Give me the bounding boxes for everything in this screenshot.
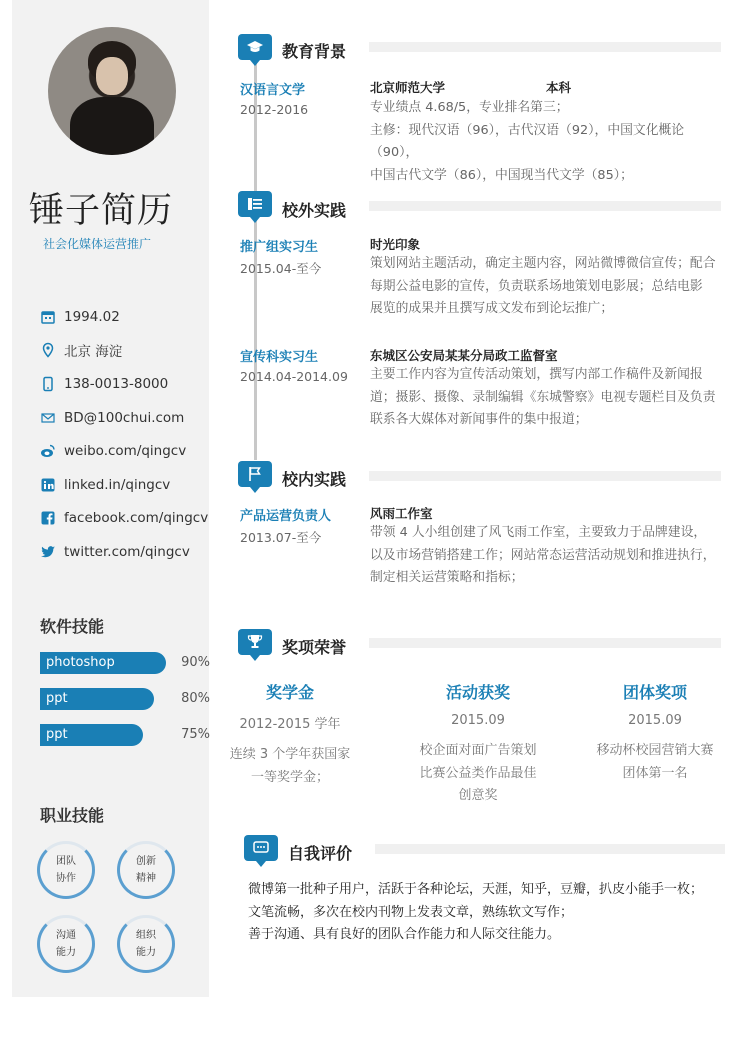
organization-name: 风雨工作室 <box>370 506 433 521</box>
skill-row <box>40 652 210 674</box>
detail-line: 以及市场营销搭建工作；网站常态运营活动规划和推进执行， <box>370 547 716 563</box>
section-title-external: 校外实践 <box>282 201 347 220</box>
contact-birthdate <box>40 300 208 334</box>
skill-ring-label: 沟通 <box>56 930 76 941</box>
calendar-icon <box>40 309 56 325</box>
twitter-icon <box>40 544 56 560</box>
detail-line: 制定相关运营策略和指标； <box>370 570 524 585</box>
career-skills-heading: 职业技能 <box>40 806 105 825</box>
contact-text: 北京 海淀 <box>64 344 123 361</box>
award-date: 2015.09 <box>628 713 682 728</box>
skill-row <box>40 724 210 746</box>
award-date: 2012-2015 学年 <box>239 717 341 732</box>
award-title: 活动获奖 <box>445 683 510 702</box>
award-line: 创意奖 <box>458 788 498 803</box>
education-major: 汉语言文学 <box>240 83 306 98</box>
location-pin-icon <box>40 342 56 358</box>
detail-line: 微博第一批种子用户，活跃于各种论坛，天涯，知乎，豆瓣，扒皮小能手一枚； <box>248 882 704 897</box>
id-card-icon <box>246 195 264 213</box>
skill-ring-label: 精神 <box>136 873 156 884</box>
organization-name: 东城区公安局某某分局政工监督室 <box>370 348 558 363</box>
skill-ring <box>117 915 175 973</box>
graduation-cap-icon <box>246 38 264 56</box>
job-title: 社会化媒体运营推广 <box>43 237 152 251</box>
skill-bar: ppt <box>40 688 154 710</box>
linkedin-icon <box>40 477 56 493</box>
resume-name: 锤子简历 <box>29 191 174 231</box>
role-date: 2013.07-至今 <box>240 530 322 545</box>
contact-list <box>40 300 208 569</box>
role-date: 2015.04-至今 <box>240 261 322 276</box>
contact-text: facebook.com/qingcv <box>64 510 209 527</box>
skill-ring <box>37 841 95 899</box>
detail-line: 文笔流畅，多次在校内刊物上发表文章，熟练软文写作； <box>248 904 574 920</box>
award-line: 移动杯校园营销大赛 <box>596 743 714 758</box>
detail-line: 道；摄影、摄像、录制编辑《东城警察》电视专题栏目及负责 <box>370 389 716 405</box>
contact-phone <box>40 367 208 401</box>
award-item <box>585 680 725 785</box>
role-title: 产品运营负责人 <box>240 509 332 524</box>
detail-line: 中国古代文学（86），中国现当代文学（85）； <box>370 167 633 183</box>
detail-line: 展览的成果并且撰写成文发布到论坛推广； <box>370 301 614 316</box>
section-icon-campus <box>238 461 272 487</box>
section-icon-awards <box>238 629 272 655</box>
contact-text: linked.in/qingcv <box>64 476 171 493</box>
award-line: 连续 3 个学年获国家 <box>229 747 351 762</box>
skill-percent: 90% <box>181 655 210 670</box>
self-evaluation-text <box>248 879 728 947</box>
contact-email[interactable] <box>40 401 208 435</box>
weibo-icon <box>40 443 56 459</box>
award-description <box>220 744 360 789</box>
skill-ring-label: 能力 <box>56 947 76 958</box>
detail-line: 主要工作内容为宣传活动策划，撰写内部工作稿件及新闻报 <box>370 367 703 382</box>
award-item <box>408 680 548 808</box>
skill-percent: 75% <box>181 727 210 742</box>
contact-text: twitter.com/qingcv <box>64 543 190 560</box>
skill-ring <box>117 841 175 899</box>
contact-text: 1994.02 <box>64 308 120 325</box>
profile-photo <box>48 27 176 155</box>
detail-line: 善于沟通、具有良好的团队合作能力和人际交往能力。 <box>248 927 561 942</box>
education-details <box>370 97 720 187</box>
section-title-campus: 校内实践 <box>282 470 347 489</box>
section-title-education: 教育背景 <box>282 42 347 61</box>
chat-bubble-icon <box>252 839 270 857</box>
role-title: 宣传科实习生 <box>240 350 319 365</box>
skill-percent: 80% <box>181 691 210 706</box>
section-icon-self <box>244 835 278 861</box>
award-line: 一等奖学金； <box>250 769 329 785</box>
contact-weibo[interactable] <box>40 434 208 468</box>
skill-ring <box>37 915 95 973</box>
school-name: 北京师范大学 <box>370 80 446 95</box>
skill-ring-label: 团队 <box>56 856 76 867</box>
skill-bar: ppt <box>40 724 143 746</box>
detail-line: 专业绩点 4.68/5，专业排名第三； <box>370 100 569 115</box>
software-skills-heading: 软件技能 <box>40 617 105 636</box>
email-icon <box>40 410 56 426</box>
flag-icon <box>246 465 264 483</box>
contact-linkedin[interactable] <box>40 468 208 502</box>
organization-name: 时光印象 <box>370 237 421 252</box>
section-icon-education <box>238 34 272 60</box>
contact-text: weibo.com/qingcv <box>64 443 187 460</box>
award-line: 比赛公益类作品最佳 <box>419 765 537 781</box>
skill-row <box>40 688 210 710</box>
contact-text: 138-0013-8000 <box>64 375 169 392</box>
trophy-icon <box>246 633 264 651</box>
award-description <box>585 740 725 785</box>
detail-line: 联系各大媒体对新闻事件的集中报道； <box>370 412 588 427</box>
section-divider <box>369 638 721 648</box>
role-description <box>370 364 720 432</box>
role-description <box>370 522 720 590</box>
role-description <box>370 253 720 321</box>
contact-twitter[interactable] <box>40 535 208 569</box>
education-date: 2012-2016 <box>240 102 309 117</box>
award-title: 团体奖项 <box>622 683 687 702</box>
skill-ring-label: 组织 <box>136 930 156 941</box>
skill-ring-label: 协作 <box>56 873 76 884</box>
role-title: 推广组实习生 <box>240 240 319 255</box>
degree: 本科 <box>546 80 572 95</box>
section-title-awards: 奖项荣誉 <box>282 638 347 657</box>
skill-ring-label: 能力 <box>136 947 156 958</box>
award-title: 奖学金 <box>265 683 314 702</box>
contact-facebook[interactable] <box>40 502 208 536</box>
section-divider <box>369 471 721 481</box>
detail-line: 策划网站主题活动，确定主题内容，网站微博微信宣传；配合 <box>370 256 716 271</box>
detail-line: 带领 4 人小组创建了风飞雨工作室，主要致力于品牌建设， <box>370 525 707 540</box>
award-description <box>408 740 548 808</box>
skill-bar: photoshop <box>40 652 166 674</box>
award-line: 校企面对面广告策划 <box>419 743 537 758</box>
skill-ring-label: 创新 <box>136 856 156 867</box>
award-line: 团体第一名 <box>622 765 688 781</box>
contact-text: BD@100chui.com <box>64 409 185 426</box>
section-icon-external <box>238 191 272 217</box>
sidebar <box>12 0 209 997</box>
section-divider <box>369 42 721 52</box>
role-date: 2014.04-2014.09 <box>240 369 348 384</box>
section-divider <box>369 201 721 211</box>
facebook-icon <box>40 510 56 526</box>
contact-location <box>40 334 208 368</box>
award-date: 2015.09 <box>451 713 505 728</box>
award-item <box>220 680 360 789</box>
mobile-phone-icon <box>40 376 56 392</box>
section-title-self: 自我评价 <box>288 844 353 863</box>
section-divider <box>375 844 725 854</box>
detail-line: 主修：现代汉语（96），古代汉语（92），中国文化概论（90）， <box>370 122 685 160</box>
detail-line: 每期公益电影的宣传，负责联系场地策划电影展；总结电影 <box>370 278 703 294</box>
